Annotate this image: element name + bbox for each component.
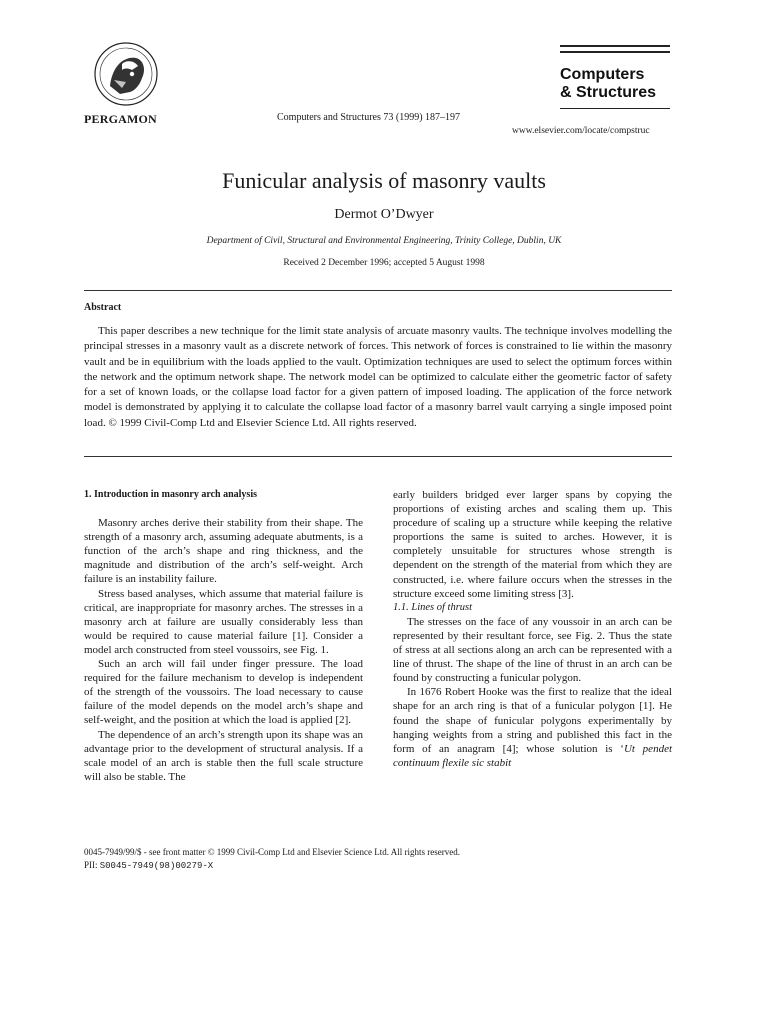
article-title: Funicular analysis of masonry vaults [222, 168, 546, 193]
publisher-name: PERGAMON [84, 112, 157, 126]
journal-brand [560, 66, 656, 102]
brand-rule-bottom [560, 108, 670, 109]
author-affiliation: Department of Civil, Structural and Environmental Engineering, Trinity College, Dublin, UK [206, 236, 562, 246]
pii-label: PII: [84, 860, 100, 870]
hooke-anagram-solution: Ut pendet continuum flexile sic stabit [393, 742, 673, 769]
brand-rule-top [560, 45, 670, 47]
left-paragraph-3: Such an arch will fail under finger pressure. The load required for the failure mechanism to develop is independent of the strength of the voussoirs. The load necessary to cause failure of the model depends on the model arch’s shape and self-weight, and the position at which the load is applied [2]. [84, 658, 363, 727]
pergamon-logo [92, 40, 160, 108]
journal-brand-line1: Computers [560, 66, 645, 83]
left-paragraph-4: The dependence of an arch’s strength upon its shape was an advantage prior to the development of structural analysis. If a scale model of an arch is stable then the full scale structure will also be stable. The [84, 728, 363, 783]
abstract-heading: Abstract [84, 302, 122, 313]
abstract-text: This paper describes a new technique for the limit state analysis of arcuate masonry vaults. The technique involves modelling the principal stresses in a masonry vault as a discrete network of forces. This network of forces is constrained to lie within the masonry vault and be in equilibrium with the loads applied to the vault. Optimization techniques are used to select the optimum forces within the network and the optimum network shape. The network model can be optimized to calculate either the geometric factor of safety for a set of known loads, or the collapse load factor for a given pattern of imposed loading. The application of the force network model is demonstrated by applying it to calculate the collapse load factor of a masonry barrel vault carrying a single imposed point load. © 1999 Civil-Comp Ltd and Elsevier Science Ltd. All rights reserved. [84, 325, 672, 429]
right-paragraph-1: The stresses on the face of any voussoir in an arch can be represented by their resultant force, see Fig. 2. Thus the state of stress at all sections along an arch can be represented with a line of thrust. The shape of the line of thrust in an arch can be found by constructing a funicular polygon. [393, 615, 672, 685]
right-paragraph-continued: early builders bridged ever larger spans by copying the proportions of existing arches and scaling them up. This procedure of scaling up a structure while keeping the relative proportions the same is suited to arches. However, it is completely unsuitable for structures whose strength is dependent on the strength of the material from which they are constructed, i.e. where failure occurs when the stresses in the structure exceed some limiting stress [3]. [393, 489, 672, 600]
article-author: Dermot O’Dwyer [334, 207, 434, 222]
right-column [393, 488, 672, 770]
journal-brand-line2: & Structures [560, 84, 657, 101]
journal-url[interactable]: www.elsevier.com/locate/compstruc [512, 126, 650, 136]
journal-citation: Computers and Structures 73 (1999) 187–197 [277, 112, 461, 123]
section-heading: 1. Introduction in masonry arch analysis [84, 489, 257, 500]
front-matter-line: 0045-7949/99/$ - see front matter © 1999 Civil-Comp Ltd and Elsevier Science Ltd. All rights reserved. [84, 847, 461, 857]
abstract-top-rule [84, 290, 672, 291]
received-dates: Received 2 December 1996; accepted 5 August 1998 [283, 258, 485, 268]
right-paragraph-2 [393, 685, 672, 770]
page-footer [84, 846, 460, 873]
right-paragraph-2-text: In 1676 Robert Hooke was the first to realize that the ideal shape for an arch ring is that of a funicular polygon [1]. He found the shape of funicular polygons experimentally by hanging weights from a string and published this fact in the form of an anagram [4]; whose solution is ‘ [393, 686, 672, 755]
pii-line [84, 859, 460, 873]
brand-rule-middle [560, 51, 670, 53]
abstract-bottom-rule [84, 456, 672, 457]
pii-value: S0045-7949(98)00279-X [99, 861, 214, 871]
left-paragraph-1: Masonry arches derive their stability from their shape. The strength of a masonry arch, assuming adequate abutments, is a function of the arch’s shape and ring thickness, and the magnitude and distribution of the arch’s self-weight. Arch failure is an instability failure. [84, 517, 363, 586]
subsection-heading: 1.1. Lines of thrust [393, 601, 473, 613]
left-column [84, 488, 363, 784]
left-paragraph-2: Stress based analyses, which assume that material failure is critical, are inappropriate for masonry arches. The stresses in a masonry arch at failure are usually considerably less than would be required to cause material failure [1]. Consider a model arch constructed from steel voussoirs, see Fig. 1. [84, 587, 363, 656]
